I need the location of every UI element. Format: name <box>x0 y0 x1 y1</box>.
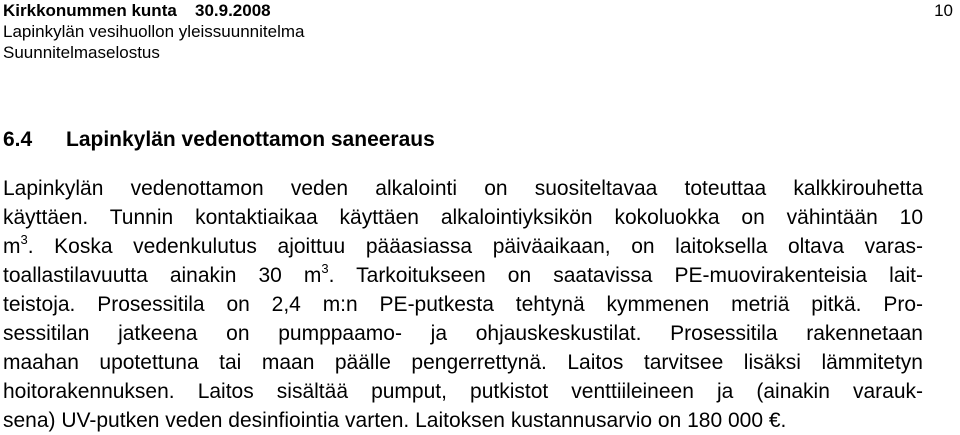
superscript-exponent: 3 <box>20 232 28 247</box>
paragraph-line: hoitorakennuksen. Laitos sisältää pumput, putkistot venttiileineen ja (ainakin varauk- <box>3 380 923 403</box>
document-type: Suunnitelmaselostus <box>3 43 160 62</box>
section-title: Lapinkylän vedenottamon saneeraus <box>66 128 435 151</box>
paragraph-line: Lapinkylän vedenottamon veden alkalointi on suositeltavaa toteuttaa kalkkirouhetta <box>3 177 923 200</box>
unit-text: m <box>3 235 21 258</box>
organization-name: Kirkkonummen kunta <box>3 1 177 20</box>
document-date: 30.9.2008 <box>195 1 271 20</box>
plan-title: Lapinkylän vesihuollon yleissuunnitelma <box>3 22 305 41</box>
page-header <box>3 0 958 63</box>
section-heading <box>3 126 435 154</box>
header-line-1 <box>3 0 958 21</box>
section-number: 6.4 <box>3 128 33 151</box>
superscript-exponent: 3 <box>321 261 329 276</box>
paragraph-line <box>3 232 923 261</box>
paragraph-line: teistoja. Prosessitila on 2,4 m:n PE-putkesta tehtynä kymmenen metriä pitkä. Pro- <box>3 293 923 316</box>
paragraph-line: maahan upotettuna tai maan päälle pengerrettynä. Laitos tarvitsee lisäksi lämmitetyn <box>3 351 923 374</box>
paragraph-line-last: sena) UV-putken veden desinfiointia varten. Laitoksen kustannusarvio on 180 000 €. <box>3 409 787 432</box>
paragraph-line: sessitilan jatkeena on pumppaamo- ja ohjauskeskustilat. Prosessitila rakennetaan <box>3 322 923 345</box>
line-text: toallastilavuutta ainakin 30 m <box>3 264 322 287</box>
page-number: 10 <box>934 1 953 20</box>
paragraph-line: käyttäen. Tunnin kontaktiaikaa käyttäen alkalointiyksikön kokoluokka on vähintään 10 <box>3 206 923 229</box>
body-paragraph <box>3 174 923 435</box>
line-text: . Tarkoitukseen on saatavissa PE-muovirakenteisia lait- <box>328 264 923 287</box>
paragraph-line <box>3 261 923 290</box>
line-text: . Koska vedenkulutus ajoittuu pääasiassa päiväaikaan, on laitoksella oltava varas- <box>27 235 923 258</box>
